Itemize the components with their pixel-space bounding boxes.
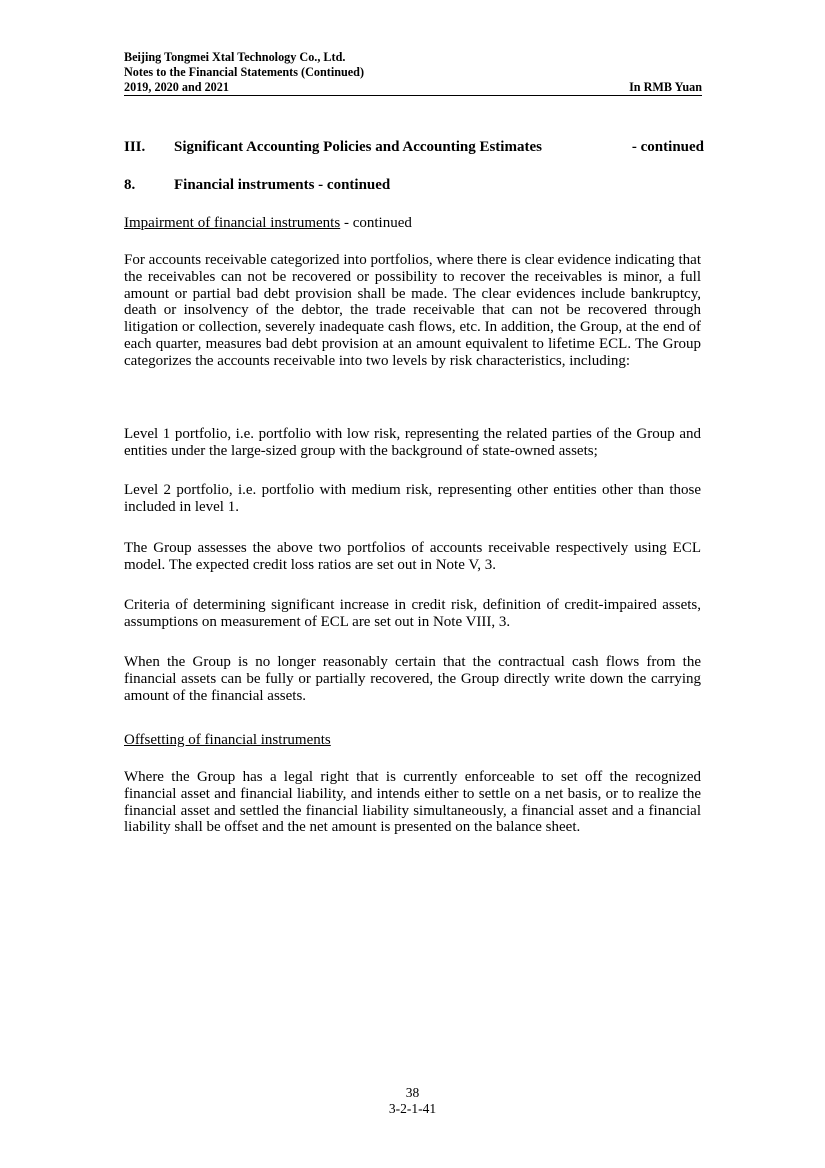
section-heading bbox=[124, 137, 704, 157]
header-rule-line bbox=[124, 80, 702, 96]
impairment-paragraph-3: Criteria of determining significant increase in credit risk, definition of credit-impaired assets, assumptions on measurement of ECL are set out in Note VIII, 3. bbox=[124, 597, 701, 630]
offsetting-heading-text: Offsetting of financial instruments bbox=[124, 732, 331, 748]
subsection-heading bbox=[124, 175, 704, 195]
offsetting-paragraph: Where the Group has a legal right that is currently enforceable to set off the recognized financial asset and financial liability, and intends either to settle on a net basis, or to realize the financial asset and settled the financial liability simultaneously, a financial asset and a financial liability shall be offset and the net amount is presented on the balance sheet. bbox=[124, 769, 701, 836]
header-doc-title: Notes to the Financial Statements (Continued) bbox=[124, 65, 365, 79]
section-title: Significant Accounting Policies and Accounting Estimates bbox=[174, 139, 542, 155]
section-suffix: - continued bbox=[631, 139, 704, 155]
section-number: III. bbox=[124, 139, 146, 155]
offsetting-heading bbox=[124, 730, 331, 750]
impairment-heading-suffix: - continued bbox=[340, 215, 412, 231]
subsection-title: Financial instruments - continued bbox=[174, 177, 391, 193]
header-company: Beijing Tongmei Xtal Technology Co., Ltd. bbox=[124, 50, 346, 64]
document-reference: 3-2-1-41 bbox=[388, 1101, 437, 1116]
impairment-paragraph-4: When the Group is no longer reasonably certain that the contractual cash flows from the financial assets can be fully or partially recovered, the Group directly write down the carrying amount of the financial assets. bbox=[124, 654, 701, 704]
impairment-heading bbox=[124, 213, 412, 233]
level-2-portfolio: Level 2 portfolio, i.e. portfolio with medium risk, representing other entities other than those included in level 1. bbox=[124, 482, 701, 515]
impairment-paragraph-1: For accounts receivable categorized into portfolios, where there is clear evidence indicating that the receivables can not be recovered or possibility to recover the receivables is minor, a full amount or partial bad debt provision shall be made. The clear evidences include bankruptcy, death or insolvency of the debtor, the trade receivable that can not be recovered through litigation or collection, severely inadequate cash flows, etc. In addition, the Group, at the end of each quarter, measures bad debt provision at an amount equivalent to lifetime ECL. The Group categorizes the accounts receivable into two levels by risk characteristics, including: bbox=[124, 252, 701, 369]
impairment-heading-text: Impairment of financial instruments bbox=[124, 215, 341, 231]
page-header bbox=[124, 50, 702, 96]
header-currency: In RMB Yuan bbox=[629, 80, 702, 94]
subsection-number: 8. bbox=[124, 177, 136, 193]
level-1-portfolio: Level 1 portfolio, i.e. portfolio with low risk, representing the related parties of the Group and entities under the large-sized group with the background of state-owned assets; bbox=[124, 426, 701, 459]
page-number: 38 bbox=[405, 1085, 420, 1100]
header-years: 2019, 2020 and 2021 bbox=[124, 80, 229, 94]
impairment-paragraph-2: The Group assesses the above two portfolios of accounts receivable respectively using ECL model. The expected credit loss ratios are set out in Note V, 3. bbox=[124, 540, 701, 573]
